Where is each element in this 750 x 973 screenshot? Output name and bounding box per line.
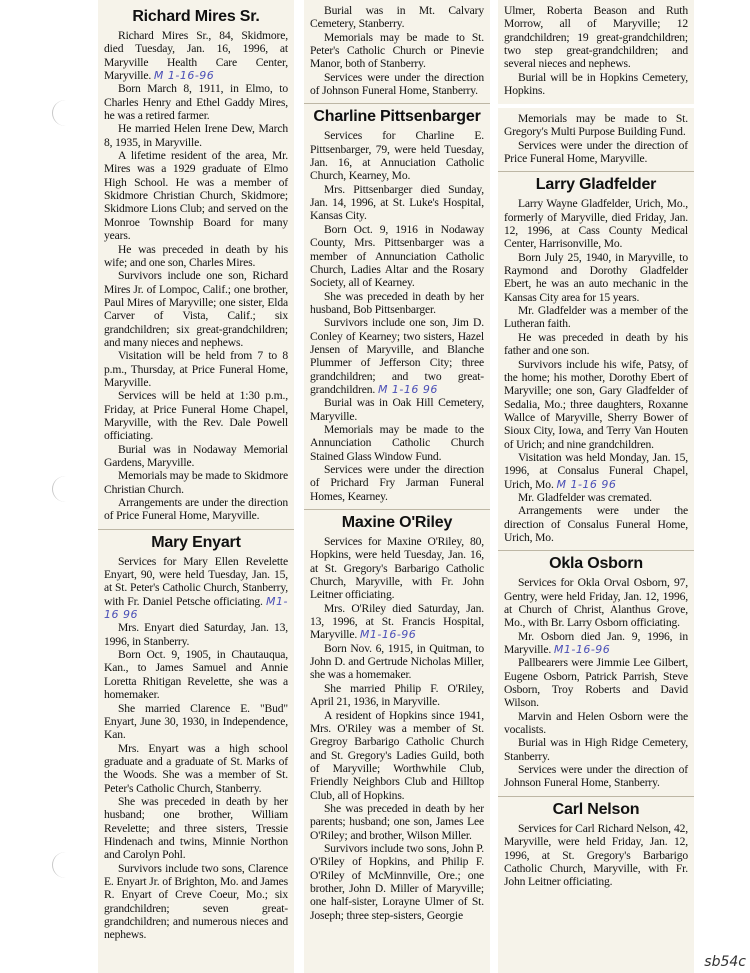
paragraph: Born Oct. 9, 1905, in Chautauqua, Kan., to James Samuel and Annie Loretta Rhitigan Revelette, she was a homemaker. <box>104 648 288 702</box>
paragraph: Arrangements were under the direction of Consalus Funeral Home, Urich, Mo. <box>504 504 688 544</box>
paragraph: Burial will be in Hopkins Cemetery, Hopkins. <box>504 70 688 98</box>
paragraph: Memorials may be made to St. Gregory's Multi Purpose Building Fund. <box>504 112 688 139</box>
paragraph: Arrangements are under the direction of Price Funeral Home, Maryville. <box>104 496 288 523</box>
paragraph: A lifetime resident of the area, Mr. Mires was a 1929 graduate of Elmo High School. He was a member of Skidmore Christian Church, Skidmore; Skidmore Lions Club; and served on the Monroe Township Board for many years. <box>104 149 288 243</box>
divider <box>304 509 490 510</box>
punch-hole-middle <box>52 476 79 502</box>
obituary-title-charline-pittsenbarger: Charline Pittsenbarger <box>313 108 481 126</box>
paragraph: Burial was in Mt. Calvary Cemetery, Stanberry. <box>310 4 484 31</box>
divider <box>304 103 490 104</box>
paragraph: She was preceded in death by her parents; husband; one son, James Lee O'Riley; and brother, Wilson Miller. <box>310 801 484 842</box>
paragraph: Visitation will be held from 7 to 8 p.m., Thursday, at Price Funeral Home, Maryville. <box>104 349 288 389</box>
paragraph: Services for Okla Orval Osborn, 97, Gentry, were held Friday, Jan. 12, 1996, at Church of Christ, Alanthus Grove, Mo., with Br. Larry Osborn officiating. <box>504 576 688 630</box>
paragraph: Services for Charline E. Pittsenbarger, 79, were held Tuesday, Jan. 16, at Annuciation Catholic Church, Kearney, Mo. <box>310 129 484 183</box>
paragraph: Survivors include one son, Jim D. Conley of Kearney; two sisters, Hazel Jensen of Maryville, and Blanche Plummer of Jefferson City; three grandchildren; and two great-grandchildren. M 1-16 96 <box>310 316 484 396</box>
paragraph: Burial was in Oak Hill Cemetery, Maryville. <box>310 396 484 423</box>
obituary-title-richard-mires: Richard Mires Sr. <box>132 8 260 25</box>
handwritten-date-note: M 1-16 96 <box>556 477 617 491</box>
paragraph: Survivors include two sons, Clarence E. Enyart Jr. of Brighton, Mo. and James R. Enyart of Creve Coeur, Mo.; six grandchildren; seven great-grandchildren; and numerous nieces and nephews. <box>104 861 288 942</box>
paragraph: Memorials may be made to St. Peter's Catholic Church or Pinevie Manor, both of Stanberry. <box>310 30 484 71</box>
paragraph: Services for Mary Ellen Revelette Enyart, 90, were held Tuesday, Jan. 15, at St. Peter's Catholic Church, Stanberry, with Fr. Daniel Petsche officiating. M1-16 96 <box>104 554 289 622</box>
paragraph: Burial was in High Ridge Cemetery, Stanberry. <box>504 736 688 763</box>
clipping-column-3-top <box>498 0 694 104</box>
paragraph: Services were under the direction of Prichard Fry Jarman Funeral Homes, Kearney. <box>310 463 484 503</box>
paragraph: Services will be held at 1:30 p.m., Friday, at Price Funeral Home Chapel, Maryville, with the Rev. Dale Powell officiating. <box>104 389 288 443</box>
paragraph: Born March 8, 1911, in Elmo, to Charles Henry and Ethel Gaddy Mires, he was a retired farmer. <box>104 82 288 123</box>
paragraph: Mr. Gladfelder was a member of the Lutheran faith. <box>504 304 688 331</box>
paragraph: Burial was in Nodaway Memorial Gardens, Maryville. <box>104 442 288 469</box>
paragraph: Services for Carl Richard Nelson, 42, Maryville, were held Friday, Jan. 12, 1996, at St. Gregory's Barbarigo Catholic Church, Maryville, with Fr. John Leitner officiating. <box>504 821 688 889</box>
paragraph: Pallbearers were Jimmie Lee Gilbert, Eugene Osborn, Patrick Parrish, Steve Osborn, Troy Roberts and David Wilson. <box>504 656 688 710</box>
corner-handwritten-note: sb54c <box>704 954 746 970</box>
paragraph: Richard Mires Sr., 84, Skidmore, died Tuesday, Jan. 16, 1996, at Maryville Health Care Center, Maryville. M 1-16-96 <box>104 29 288 83</box>
handwritten-date-note: M1-16-96 <box>359 628 417 642</box>
obituary-title-carl-nelson: Carl Nelson <box>552 800 640 818</box>
paragraph: Born Nov. 6, 1915, in Quitman, to John D. and Gertrude Nicholas Miller, she was a homemaker. <box>310 641 484 682</box>
paragraph: He was preceded in death by his father and one son. <box>504 330 688 358</box>
paragraph: Mr. Osborn died Jan. 9, 1996, in Maryville. M1-16-96 <box>504 629 688 657</box>
obituary-title-maxine-oriley: Maxine O'Riley <box>341 514 453 532</box>
paragraph: Larry Wayne Gladfelder, Urich, Mo., formerly of Maryville, died Friday, Jan. 12, 1996, at Cass County Medical Center, Harrisonville, Mo. <box>504 197 688 251</box>
paragraph: Survivors include one son, Richard Mires Jr. of Lompoc, Calif.; one brother, Paul Mires of Maryville; one sister, Elda Carver of Vista, Calif.; six grandchildren; six great-grandchildren; and many nieces and nephews. <box>104 269 288 349</box>
paragraph: He married Helen Irene Dew, March 8, 1935, in Maryville. <box>104 122 288 149</box>
paragraph: She was preceded in death by her husband, Bob Pittsenbarger. <box>310 289 484 316</box>
paragraph: Memorials may be made to the Annunciation Catholic Church Stained Glass Window Fund. <box>310 422 484 463</box>
paragraph: She married Clarence E. "Bud" Enyart, June 30, 1930, in Independence, Kan. <box>104 701 288 742</box>
paragraph: She was preceded in death by her husband; one brother, William Revelette; and three sisters, Tressie Hindenach and twins, Minnie Northon and Carolyn Pohl. <box>104 794 288 862</box>
divider <box>498 171 694 172</box>
paragraph: Mrs. Pittsenbarger died Sunday, Jan. 14, 1996, at St. Luke's Hospital, Kansas City. <box>310 182 484 223</box>
clipping-column-1 <box>98 0 294 973</box>
punch-hole-top <box>52 100 79 126</box>
divider <box>98 529 294 530</box>
obituary-title-mary-enyart: Mary Enyart <box>151 533 241 551</box>
paragraph: He was preceded in death by his wife; and one son, Charles Mires. <box>104 242 288 269</box>
paragraph: Born July 25, 1940, in Maryville, to Raymond and Dorothy Gladfelder Ebert, he was an auto mechanic in the Kansas City area for 15 years. <box>504 250 688 304</box>
paragraph: Services were under the direction of Price Funeral Home, Maryville. <box>504 138 688 166</box>
paragraph: Visitation was held Monday, Jan. 15, 1996, at Consalus Funeral Chapel, Urich, Mo. M 1-16 96 <box>504 450 688 491</box>
paragraph: Memorials may be made to Skidmore Christian Church. <box>104 469 288 496</box>
clipping-column-2 <box>304 0 490 973</box>
paragraph: Services were under the direction of Johnson Funeral Home, Stanberry. <box>504 763 688 790</box>
paragraph: Services were under the direction of Johnson Funeral Home, Stanberry. <box>310 70 484 98</box>
paragraph: Born Oct. 9, 1916 in Nodaway County, Mrs. Pittsenbarger was a member of Annunciation Catholic Church, Ladies Altar and the Rosary Society, all of Kearney. <box>310 222 484 290</box>
divider <box>498 796 694 797</box>
paragraph: Services for Maxine O'Riley, 80, Hopkins, were held Tuesday, Jan. 16, at St. Gregory's Barbarigo Catholic Church, Maryville, with Fr. John Leitner officiating. <box>310 535 484 602</box>
paragraph: Mrs. Enyart was a high school graduate and a graduate of St. Marks of the Woods. She was a member of St. Peter's Catholic Church, Stanberry. <box>104 741 288 795</box>
handwritten-date-note: M1-16-96 <box>553 643 611 657</box>
divider <box>498 550 694 551</box>
paragraph: Mrs. Enyart died Saturday, Jan. 13, 1996, in Stanberry. <box>104 621 288 648</box>
handwritten-date-note: M 1-16-96 <box>153 69 215 83</box>
punch-hole-bottom <box>52 852 79 878</box>
paragraph: Survivors include his wife, Patsy, of the home; his mother, Dorothy Ebert of Maryville; one son, Gary Gladfelder of Sedalia, Mo.; three daughters, Roxanne Wallce of Maryville, Sherry Bower of Sioux City, Iowa, and Terry Van Houten of Urich; and nine grandchildren. <box>504 357 688 451</box>
clipping-column-3 <box>498 108 694 973</box>
obituary-title-okla-osborn: Okla Osborn <box>549 555 643 573</box>
paragraph: Survivors include two sons, John P. O'Riley of Hopkins, and Philip F. O'Riley of McMinnville, Ore.; one brother, John D. Miller of Maryville; one half-sister, Lorayne Ulmer of St. Joseph; three step-sisters, Georgie <box>310 841 484 922</box>
paragraph: Mr. Gladfelder was cremated. <box>518 490 652 504</box>
handwritten-date-note: M 1-16 96 <box>377 382 438 396</box>
paragraph: A resident of Hopkins since 1941, Mrs. O'Riley was a member of St. Gregroy Barbarigo Catholic Church and St. Gregory's Ladies Guild, both of Maryville; Worthwhile Club, Friendly Neighbors Club and Hilltop Club, all of Hopkins. <box>310 708 484 802</box>
paragraph: Ulmer, Roberta Beason and Ruth Morrow, all of Maryville; 12 grandchildren; 19 great-grandchildren; two step great-grandchildren; and several nieces and nephews. <box>504 4 688 71</box>
handwritten-date-note: M1-16 96 <box>104 594 289 622</box>
paragraph: Marvin and Helen Osborn were the vocalists. <box>504 709 688 737</box>
paragraph: Mrs. O'Riley died Saturday, Jan. 13, 1996, at St. Francis Hospital, Maryville. M1-16-96 <box>310 601 484 642</box>
obituary-title-larry-gladfelder: Larry Gladfelder <box>535 176 657 194</box>
paragraph: She married Philip F. O'Riley, April 21, 1936, in Maryville. <box>310 681 484 709</box>
